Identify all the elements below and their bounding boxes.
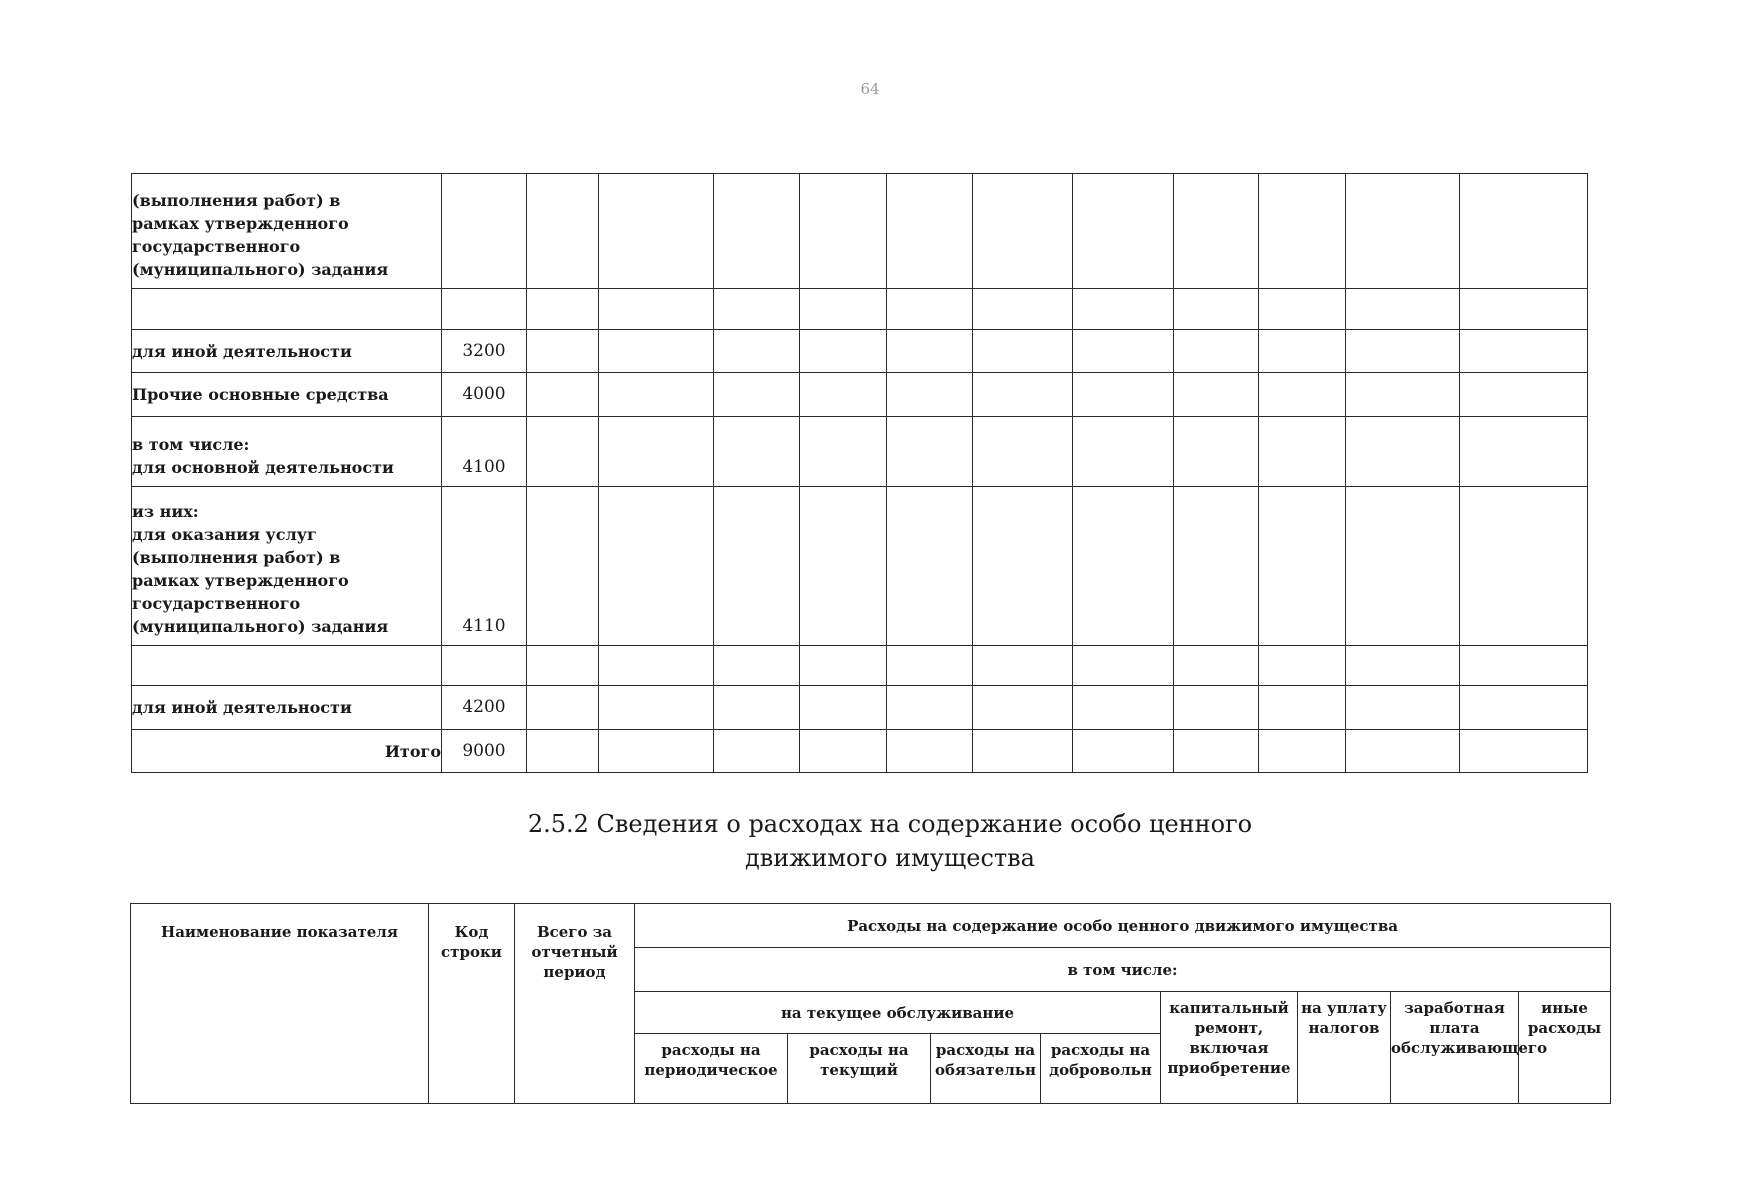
row-label-line: для иной деятельности [132, 341, 352, 361]
row-label-line: рамках утвержденного [132, 571, 349, 590]
value-cell [887, 686, 973, 730]
row-label-line: (муниципального) задания [132, 260, 389, 279]
value-cell [973, 487, 1073, 646]
value-cell [527, 330, 599, 373]
value-cell [527, 373, 599, 417]
value-cell [1259, 417, 1346, 487]
table-row [132, 330, 1588, 373]
value-cell [800, 686, 887, 730]
row-label [132, 289, 442, 330]
value-cell [714, 174, 800, 289]
value-cell [973, 417, 1073, 487]
header-current-repair: расходы на текущий [788, 1034, 931, 1104]
row-label-line: государственного [132, 594, 301, 613]
value-cell [800, 373, 887, 417]
value-cell [714, 487, 800, 646]
row-code: 4200 [442, 686, 527, 730]
value-cell [1073, 646, 1174, 686]
value-cell [1346, 373, 1460, 417]
value-cell [1174, 646, 1259, 686]
assets-table [131, 173, 1588, 773]
row-label-line: для иной деятельности [132, 698, 352, 717]
value-cell [1073, 174, 1174, 289]
row-code: 3200 [442, 330, 527, 373]
value-cell [887, 289, 973, 330]
value-cell [527, 289, 599, 330]
expenses-header-table [130, 903, 1611, 1104]
row-label [132, 174, 442, 289]
value-cell [1259, 646, 1346, 686]
table-row [132, 646, 1588, 686]
value-cell [1346, 174, 1460, 289]
header-periodic: расходы на периодическое [635, 1034, 788, 1104]
value-cell [887, 174, 973, 289]
value-cell [1259, 289, 1346, 330]
header-taxes: на уплату налогов [1298, 992, 1391, 1104]
value-cell [1174, 686, 1259, 730]
value-cell [1346, 330, 1460, 373]
row-code [442, 646, 527, 686]
value-cell [1460, 730, 1588, 773]
value-cell [1460, 686, 1588, 730]
value-cell [599, 646, 714, 686]
header-other-expenses: иные расходы [1519, 992, 1611, 1104]
row-label-line: (выполнения работ) в [132, 548, 341, 567]
value-cell [1346, 686, 1460, 730]
value-cell [887, 330, 973, 373]
value-cell [599, 174, 714, 289]
row-label-line: (выполнения работ) в [132, 191, 341, 210]
value-cell [887, 646, 973, 686]
value-cell [527, 686, 599, 730]
value-cell [973, 730, 1073, 773]
header-indicator-name: Наименование показателя [131, 904, 429, 1104]
row-label [132, 487, 442, 646]
value-cell [1174, 730, 1259, 773]
table-row [132, 417, 1588, 487]
value-cell [1460, 487, 1588, 646]
row-label-line: для основной деятельности [132, 458, 394, 477]
row-label [132, 730, 442, 773]
value-cell [1174, 330, 1259, 373]
row-label-line: из них: [132, 502, 199, 521]
row-label-line: государственного [132, 237, 301, 256]
value-cell [1259, 174, 1346, 289]
value-cell [973, 330, 1073, 373]
value-cell [800, 487, 887, 646]
row-label [132, 417, 442, 487]
value-cell [527, 174, 599, 289]
value-cell [599, 730, 714, 773]
row-code: 9000 [442, 730, 527, 773]
row-label-line: рамках утвержденного [132, 214, 349, 233]
header-mandatory: расходы на обязательн [931, 1034, 1041, 1104]
row-label [132, 330, 442, 373]
value-cell [973, 646, 1073, 686]
value-cell [1460, 330, 1588, 373]
value-cell [1346, 646, 1460, 686]
value-cell [800, 646, 887, 686]
value-cell [1460, 289, 1588, 330]
value-cell [527, 487, 599, 646]
value-cell [714, 330, 800, 373]
value-cell [1460, 373, 1588, 417]
value-cell [1259, 686, 1346, 730]
header-voluntary: расходы на добровольн [1041, 1034, 1161, 1104]
value-cell [973, 373, 1073, 417]
row-code [442, 289, 527, 330]
value-cell [527, 417, 599, 487]
value-cell [1259, 373, 1346, 417]
row-label-line: для оказания услуг [132, 525, 317, 544]
value-cell [1460, 417, 1588, 487]
value-cell [887, 487, 973, 646]
value-cell [599, 686, 714, 730]
value-cell [800, 417, 887, 487]
value-cell [800, 174, 887, 289]
header-row-code: Код строки [429, 904, 515, 1104]
value-cell [1346, 730, 1460, 773]
page-number: 64 [860, 80, 880, 98]
value-cell [714, 373, 800, 417]
value-cell [1460, 174, 1588, 289]
table-row [132, 289, 1588, 330]
row-label [132, 646, 442, 686]
header-including: в том числе: [635, 948, 1611, 992]
value-cell [1174, 174, 1259, 289]
value-cell [527, 646, 599, 686]
row-label-line: Итого [384, 741, 441, 761]
value-cell [973, 289, 1073, 330]
value-cell [1346, 289, 1460, 330]
value-cell [887, 373, 973, 417]
value-cell [800, 289, 887, 330]
row-code: 4110 [442, 487, 527, 646]
value-cell [714, 686, 800, 730]
value-cell [1073, 417, 1174, 487]
value-cell [714, 730, 800, 773]
value-cell [973, 686, 1073, 730]
value-cell [714, 646, 800, 686]
value-cell [887, 417, 973, 487]
row-code: 4000 [442, 373, 527, 417]
value-cell [714, 289, 800, 330]
value-cell [887, 730, 973, 773]
section-title [470, 807, 1310, 875]
value-cell [1073, 686, 1174, 730]
header-current-maintenance: на текущее обслуживание [635, 992, 1161, 1034]
value-cell [1073, 289, 1174, 330]
value-cell [1259, 330, 1346, 373]
value-cell [1259, 487, 1346, 646]
section-title-line2: движимого имущества [745, 844, 1035, 872]
value-cell [527, 730, 599, 773]
row-label-line: Прочие основные средства [132, 385, 389, 404]
header-total-period: Всего за отчетный период [515, 904, 635, 1104]
value-cell [1073, 373, 1174, 417]
section-title-line1: 2.5.2 Сведения о расходах на содержание особо ценного [527, 810, 1253, 838]
row-label [132, 686, 442, 730]
value-cell [599, 330, 714, 373]
value-cell [1073, 487, 1174, 646]
table-row [132, 730, 1588, 773]
value-cell [1174, 373, 1259, 417]
value-cell [800, 330, 887, 373]
value-cell [1346, 487, 1460, 646]
value-cell [1174, 487, 1259, 646]
value-cell [800, 730, 887, 773]
header-capital-repair: капитальный ремонт, включая приобретение [1161, 992, 1298, 1104]
table-row [132, 686, 1588, 730]
value-cell [1073, 330, 1174, 373]
value-cell [599, 373, 714, 417]
value-cell [1259, 730, 1346, 773]
table-row [132, 487, 1588, 646]
value-cell [1460, 646, 1588, 686]
value-cell [1174, 417, 1259, 487]
row-code: 4100 [442, 417, 527, 487]
row-label-line: (муниципального) задания [132, 617, 389, 636]
row-label [132, 373, 442, 417]
header-salary: заработная плата обслуживающего [1391, 992, 1519, 1104]
table-row [132, 174, 1588, 289]
value-cell [599, 487, 714, 646]
value-cell [599, 417, 714, 487]
row-label-line: в том числе: [132, 435, 250, 454]
header-expenses: Расходы на содержание особо ценного движимого имущества [635, 904, 1611, 948]
value-cell [1174, 289, 1259, 330]
value-cell [973, 174, 1073, 289]
value-cell [714, 417, 800, 487]
value-cell [599, 289, 714, 330]
table-row [132, 373, 1588, 417]
row-code [442, 174, 527, 289]
value-cell [1346, 417, 1460, 487]
value-cell [1073, 730, 1174, 773]
